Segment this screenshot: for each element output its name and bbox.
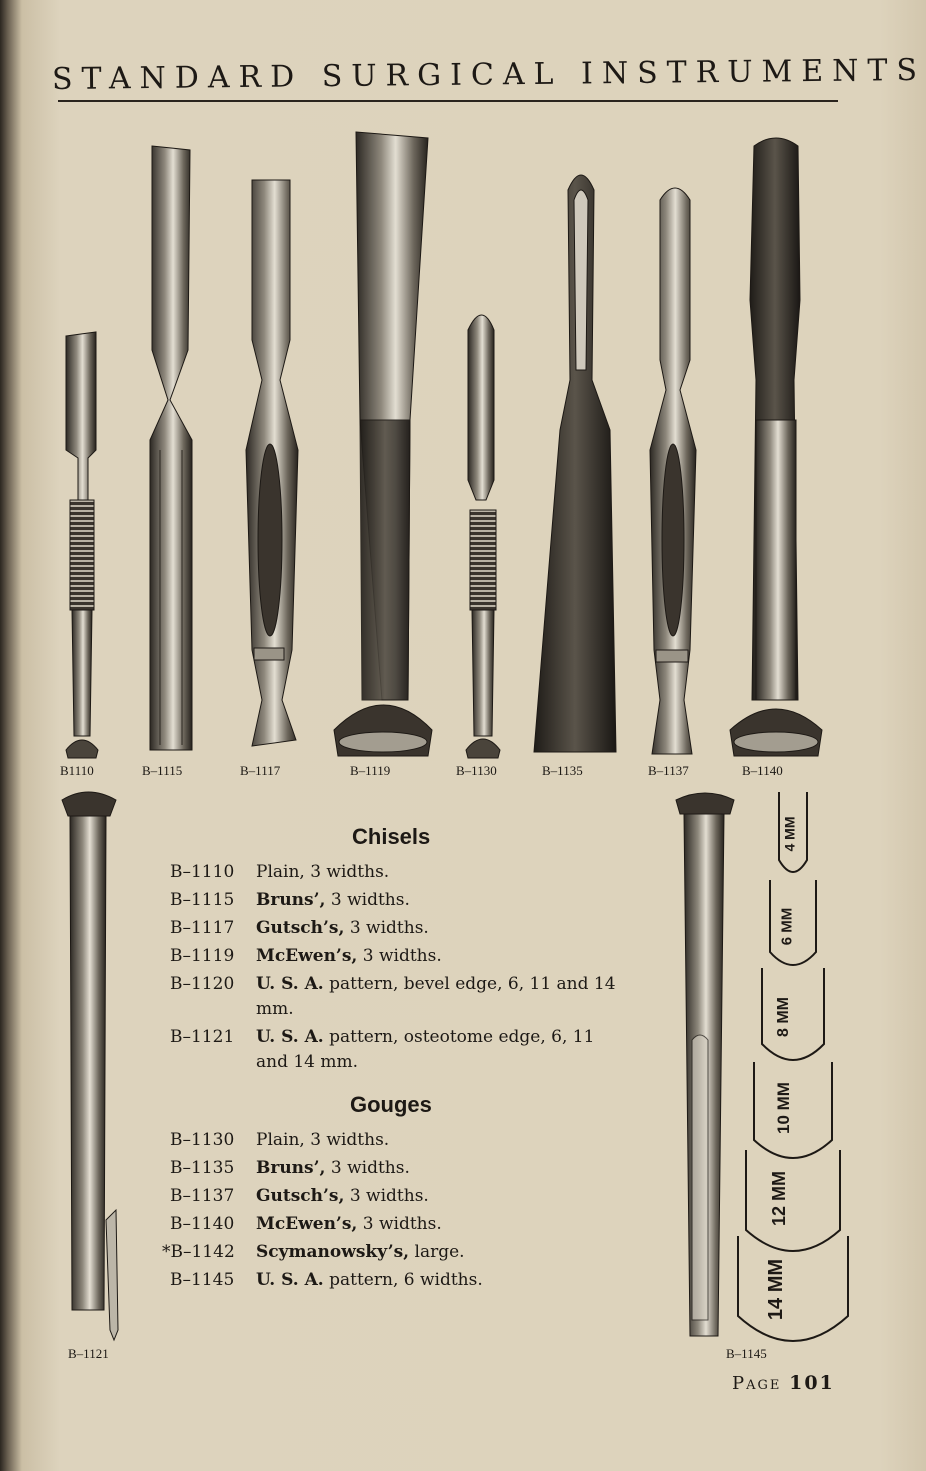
item-text: pattern, bevel edge, 6, 11 and 14 mm.	[256, 974, 616, 1019]
item-text: Plain, 3 widths.	[256, 1130, 390, 1150]
item-code: B–1130	[170, 1130, 235, 1150]
item-text: 3 widths.	[325, 1158, 410, 1178]
instrument-b1130	[466, 315, 500, 758]
figure-label-b1117: B–1117	[240, 763, 281, 778]
item-name: Gutsch’s,	[256, 918, 345, 938]
item-text: 3 widths.	[344, 1186, 429, 1206]
gauge-label-10mm: 10 MM	[773, 1082, 793, 1134]
item-code: B–1137	[170, 1186, 235, 1206]
instrument-b1135	[534, 175, 616, 752]
item-code: B–1121	[170, 1027, 235, 1047]
item-code: B–1135	[170, 1158, 235, 1178]
list-item	[170, 944, 640, 969]
item-code: B–1145	[170, 1270, 235, 1290]
gauge-label-8mm: 8 MM	[775, 997, 792, 1037]
item-code: B–1119	[170, 946, 235, 966]
list-item	[170, 1268, 640, 1293]
figure-label-b1115: B–1115	[142, 763, 183, 778]
item-text: large.	[409, 1242, 465, 1262]
section-title-chisels: Chisels	[352, 824, 431, 849]
list-item	[170, 916, 640, 941]
instrument-b1110	[66, 332, 98, 758]
page-title: STANDARD SURGICAL INSTRUMENTS	[51, 52, 926, 97]
item-code: B–1140	[170, 1214, 235, 1234]
item-name: U. S. A.	[256, 1027, 324, 1047]
item-text: 3 widths.	[357, 946, 442, 966]
instrument-b1140	[730, 138, 822, 756]
page-number	[732, 1372, 835, 1394]
gauge-label-4mm: 4 MM	[781, 816, 798, 852]
list-item	[170, 1212, 640, 1237]
item-name: McEwen’s,	[256, 946, 358, 966]
figure-label-b1135: B–1135	[542, 763, 583, 778]
list-item	[170, 1025, 620, 1075]
item-name: Bruns’,	[256, 890, 326, 910]
instrument-b1137	[650, 188, 696, 754]
list-item	[170, 1156, 640, 1181]
item-name: Bruns’,	[256, 1158, 326, 1178]
figure-label-b1140: B–1140	[742, 763, 783, 778]
item-code: B–1110	[170, 862, 235, 882]
item-text: pattern, osteotome edge, 6, 11 and 14 mm.	[256, 1027, 595, 1072]
chisels-list	[170, 860, 640, 1078]
item-code: B–1115	[170, 890, 235, 910]
figure-label-b1110: B1110	[60, 763, 94, 778]
figure-label-b1137: B–1137	[648, 763, 689, 778]
instrument-b1117	[246, 180, 298, 746]
instrument-b1145	[676, 793, 734, 1336]
item-code: B–1120	[170, 974, 235, 994]
page-word: Page	[732, 1373, 782, 1394]
section-title-gouges: Gouges	[350, 1092, 432, 1117]
gauge-label-12mm: 12 MM	[769, 1170, 790, 1227]
item-code: B–1117	[170, 918, 235, 938]
gauge-outlines	[738, 792, 848, 1341]
instrument-b1119	[334, 132, 432, 756]
item-text: 3 widths.	[344, 918, 429, 938]
list-item	[170, 888, 640, 913]
item-text: 3 widths.	[357, 1214, 442, 1234]
list-item	[170, 972, 620, 1022]
gauge-label-6mm: 6 MM	[778, 907, 796, 946]
item-name: U. S. A.	[256, 974, 324, 994]
gouges-list	[162, 1128, 640, 1296]
item-text: pattern, 6 widths.	[323, 1270, 483, 1290]
item-text: Plain, 3 widths.	[256, 862, 390, 882]
figure-label-b1145: B–1145	[726, 1346, 767, 1361]
list-item	[170, 860, 640, 885]
instrument-b1121	[62, 792, 118, 1340]
list-item	[170, 1184, 640, 1209]
item-name: Scymanowsky’s,	[256, 1242, 410, 1262]
page-number-value: 101	[789, 1372, 835, 1394]
item-name: McEwen’s,	[256, 1214, 358, 1234]
item-name: U. S. A.	[256, 1270, 324, 1290]
figure-label-b1119: B–1119	[350, 763, 391, 778]
instrument-b1115	[150, 146, 192, 750]
list-item	[162, 1240, 640, 1265]
figure-label-b1130: B–1130	[456, 763, 497, 778]
gauge-label-14mm: 14 MM	[765, 1258, 788, 1321]
item-name: Gutsch’s,	[256, 1186, 345, 1206]
item-text: 3 widths.	[325, 890, 410, 910]
item-code: *B–1142	[162, 1242, 235, 1262]
list-item	[170, 1128, 640, 1153]
figure-label-b1121: B–1121	[68, 1346, 109, 1361]
